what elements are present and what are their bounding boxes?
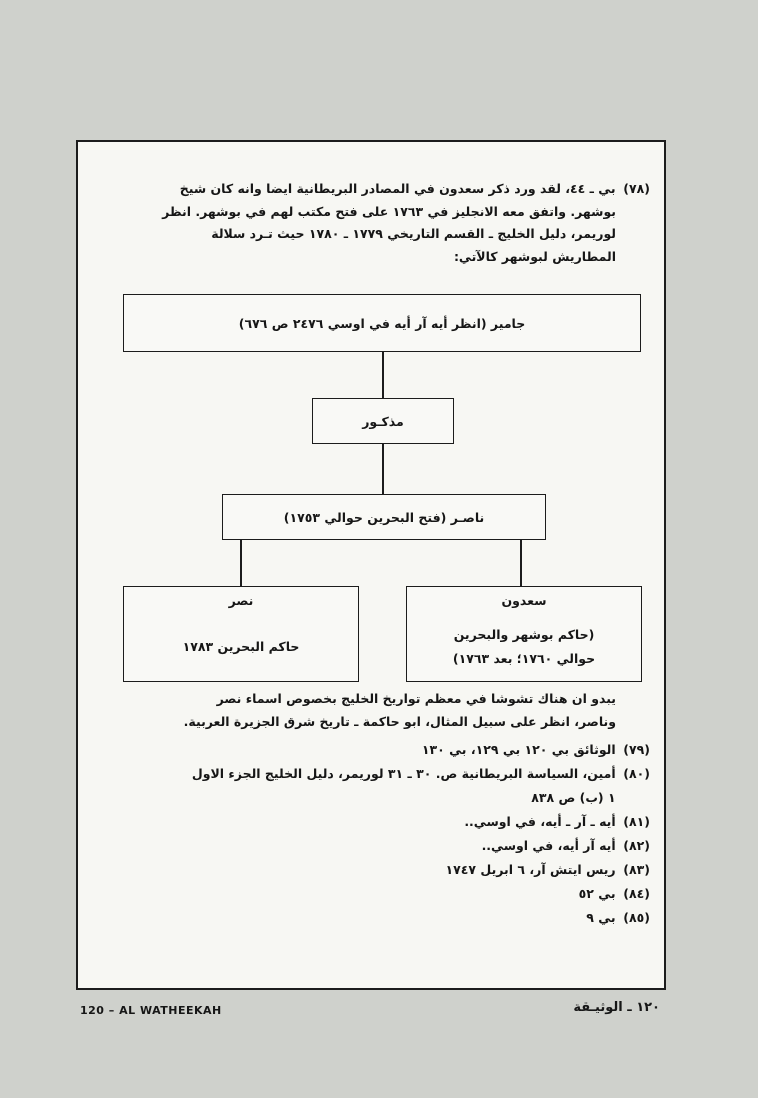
note-number: (٨٤) [623, 886, 650, 901]
note-text: بي ٩ [586, 910, 616, 925]
note-item [120, 762, 650, 786]
note-number: (٨٥) [623, 910, 650, 925]
footnote-line: بوشهر. واتفق معه الانجليز في ١٧٦٣ على فتح مكتب لهم في بوشهر. انظر [162, 203, 616, 219]
note-number: (٨٠) [623, 766, 650, 781]
note-item [120, 810, 650, 834]
note-number: (٨٣) [623, 862, 650, 877]
tree-child-left-box [123, 586, 359, 682]
footnote-line: بي ـ ٤٤، لقد ورد ذكر سعدون في المصادر البريطانية ايضا وانه كان شيخ [179, 181, 616, 196]
tree-root-box [123, 294, 641, 352]
note-item [120, 906, 650, 930]
tree-second-label: مذكـور [362, 413, 404, 429]
note-item [120, 786, 650, 810]
note-text: أيه ـ آر ـ أيه، في اوسي.. [464, 814, 616, 829]
footer-page-label-arabic: ١٢٠ ـ الوثيـقة [573, 1000, 660, 1015]
tree-child-right-name: سعدون [501, 593, 547, 608]
paragraph-line: وناصر، انظر على سبيل المثال، ابو حاكمة ـ تاريخ شرق الجزيرة العربية. [183, 713, 616, 729]
tree-root-label: جامير (انظر أيه آر أيه في اوسي ٢٤٧٦ ص ٦٧٦) [238, 315, 526, 331]
tree-child-left-desc: حاكم البحرين ١٧٨٣ [182, 639, 300, 654]
after-tree-paragraph [120, 688, 616, 733]
tree-third-label: ناصـر (فتح البحرين حوالي ١٧٥٣) [283, 509, 485, 525]
note-number: (٧٩) [623, 742, 650, 757]
tree-third-box [222, 494, 546, 540]
note-text: ريس ايتش آر، ٦ ابريل ١٧٤٧ [445, 862, 616, 877]
note-text: الوثائق بي ١٢٠ بي ١٢٩، بي ١٣٠ [421, 742, 616, 757]
tree-child-right-desc: (حاكم بوشهر والبحرين [453, 627, 595, 642]
tree-child-right-box [406, 586, 642, 682]
note-number: (٨٢) [623, 838, 650, 853]
note-text: بي ٥٢ [578, 886, 616, 901]
notes-list [120, 738, 650, 930]
note-text: ١ (ب) ص ٨٣٨ [531, 790, 616, 805]
tree-connector [240, 540, 242, 586]
footnote-78 [120, 178, 650, 268]
footnote-number: (٧٨) [623, 181, 650, 196]
tree-child-right-desc: حوالي ١٧٦٠؛ بعد ١٧٦٣) [452, 651, 596, 666]
note-item [120, 882, 650, 906]
note-text: أمين، السياسة البريطانية ص. ٣٠ ـ ٣١ لوريمر، دليل الخليج الجزء الاول [191, 766, 616, 781]
note-item [120, 858, 650, 882]
footer-page-label-english: 120 – AL WATHEEKAH [80, 1004, 222, 1017]
footnote-line: المطاريش لبوشهر كالآتي: [453, 248, 616, 264]
footnote-line: لوريمر، دليل الخليج ـ القسم التاريخي ١٧٧٩ ـ ١٧٨٠ حيث تـرد سلالة [211, 226, 616, 241]
paragraph-line: يبدو ان هناك تشوشا في معظم تواريخ الخليج بخصوص اسماء نصر [216, 691, 616, 706]
tree-second-box [312, 398, 454, 444]
tree-connector [382, 352, 384, 398]
note-item [120, 834, 650, 858]
tree-connector [382, 444, 384, 494]
tree-connector [520, 540, 522, 586]
note-item [120, 738, 650, 762]
note-text: أيه آر أيه، في اوسي.. [481, 838, 616, 853]
note-number: (٨١) [623, 814, 650, 829]
tree-child-left-name: نصر [228, 593, 254, 608]
